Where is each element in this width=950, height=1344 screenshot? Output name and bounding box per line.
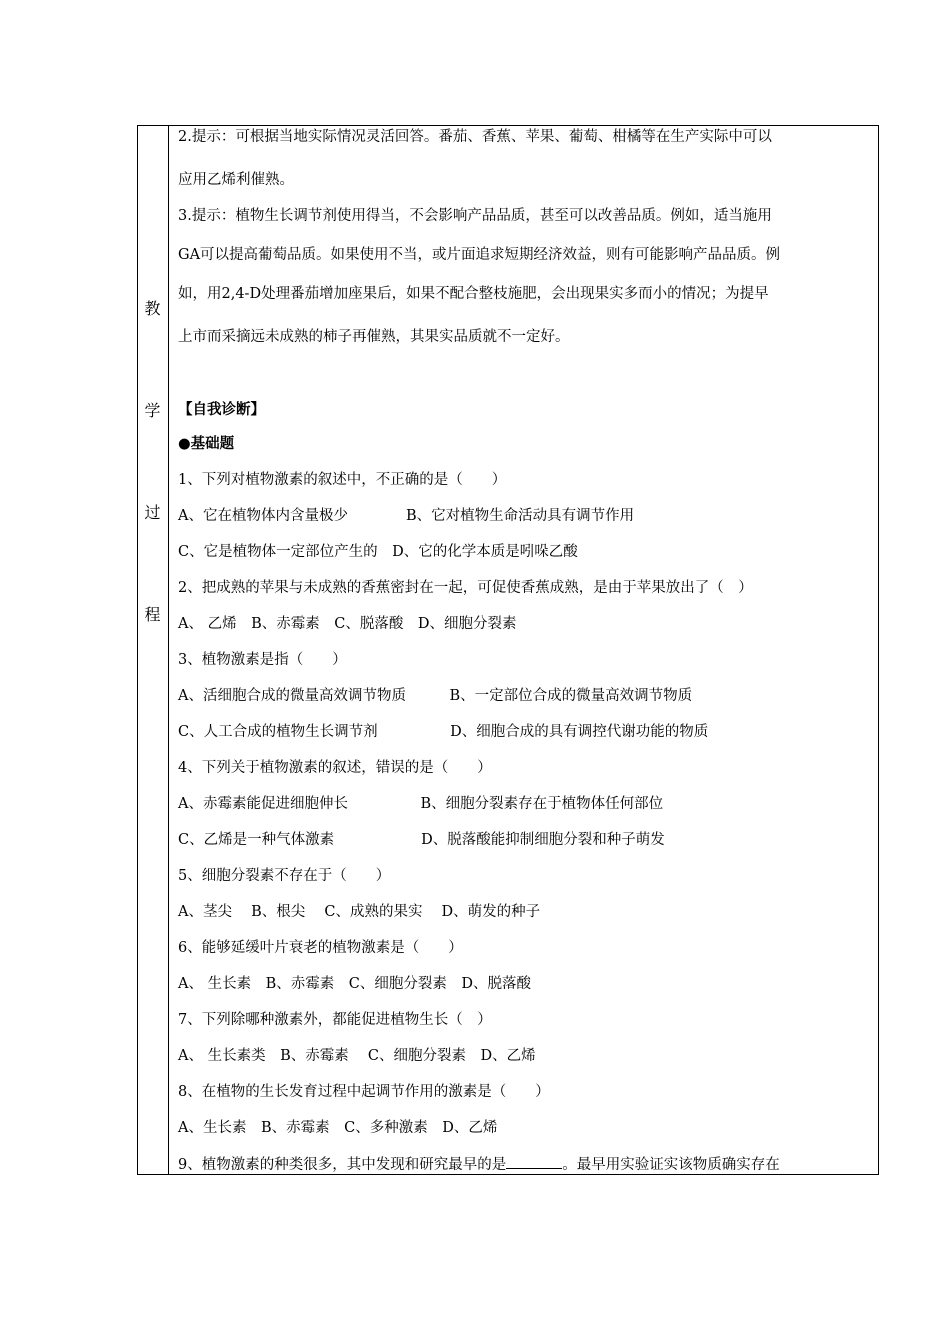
section-title: 【自我诊断】: [178, 402, 265, 418]
question-line: 4、下列关于植物激素的叙述，错误的是（ ）: [178, 760, 492, 776]
option-line: A、赤霉素能促进细胞伸长 B、细胞分裂素存在于植物体任何部位: [178, 796, 664, 812]
question-line: [178, 1154, 780, 1175]
option-line: A、生长素 B、赤霉素 C、多种激素 D、乙烯: [178, 1120, 498, 1136]
question-line: 3、植物激素是指（ ）: [178, 652, 347, 668]
side-label-char: 教: [144, 299, 161, 318]
option-line: A、茎尖 B、根尖 C、成熟的果实 D、萌发的种子: [178, 904, 541, 920]
option-line: C、乙烯是一种气体激素 D、脱落酸能抑制细胞分裂和种子萌发: [178, 832, 665, 848]
option-line: C、人工合成的植物生长调节剂 D、细胞合成的具有调控代谢功能的物质: [178, 724, 709, 740]
question-line: 5、细胞分裂素不存在于（ ）: [178, 868, 391, 884]
option-line: A、它在植物体内含量极少 B、它对植物生命活动具有调节作用: [178, 508, 635, 524]
option-line: A、 生长素类 B、赤霉素 C、细胞分裂素 D、乙烯: [178, 1048, 536, 1064]
hint-line: 应用乙烯利催熟。: [178, 172, 294, 188]
question-line: 6、能够延缓叶片衰老的植物激素是（ ）: [178, 940, 463, 956]
question-line: 1、下列对植物激素的叙述中，不正确的是（ ）: [178, 472, 507, 488]
option-line: C、它是植物体一定部位产生的 D、它的化学本质是吲哚乙酸: [178, 544, 578, 560]
column-divider: [168, 125, 169, 1175]
option-line: A、活细胞合成的微量高效调节物质 B、一定部位合成的微量高效调节物质: [178, 688, 693, 704]
option-line: A、 生长素 B、赤霉素 C、细胞分裂素 D、脱落酸: [178, 976, 531, 992]
question-line: 2、把成熟的苹果与未成熟的香蕉密封在一起，可促使香蕉成熟，是由于苹果放出了（ ）: [178, 580, 753, 596]
question-line: 7、下列除哪种激素外，都能促进植物生长（ ）: [178, 1012, 492, 1028]
question-text: 。最早用实验证实该物质确实存在: [562, 1157, 780, 1173]
subsection-title: ●基础题: [178, 436, 235, 452]
side-label-char: 过: [144, 503, 161, 522]
side-label-char: 程: [144, 605, 161, 624]
hint-line: 2.提示：可根据当地实际情况灵活回答。番茄、香蕉、苹果、葡萄、柑橘等在生产实际中可以: [178, 129, 772, 145]
answer-blank[interactable]: [506, 1154, 562, 1169]
option-line: A、 乙烯 B、赤霉素 C、脱落酸 D、细胞分裂素: [178, 616, 517, 632]
question-text: 9、植物激素的种类很多，其中发现和研究最早的是: [178, 1157, 507, 1173]
hint-line: 上市而采摘远未成熟的柿子再催熟，其果实品质就不一定好。: [178, 329, 570, 345]
hint-line: 如，用2,4-D处理番茄增加座果后，如果不配合整枝施肥，会出现果实多而小的情况；为提早: [178, 286, 769, 302]
side-label-char: 学: [144, 401, 161, 420]
hint-line: 3.提示：植物生长调节剂使用得当，不会影响产品品质，甚至可以改善品质。例如，适当施用: [178, 208, 772, 224]
question-line: 8、在植物的生长发育过程中起调节作用的激素是（ ）: [178, 1084, 550, 1100]
hint-line: GA可以提高葡萄品质。如果使用不当，或片面追求短期经济效益，则有可能影响产品品质。例: [178, 247, 781, 263]
